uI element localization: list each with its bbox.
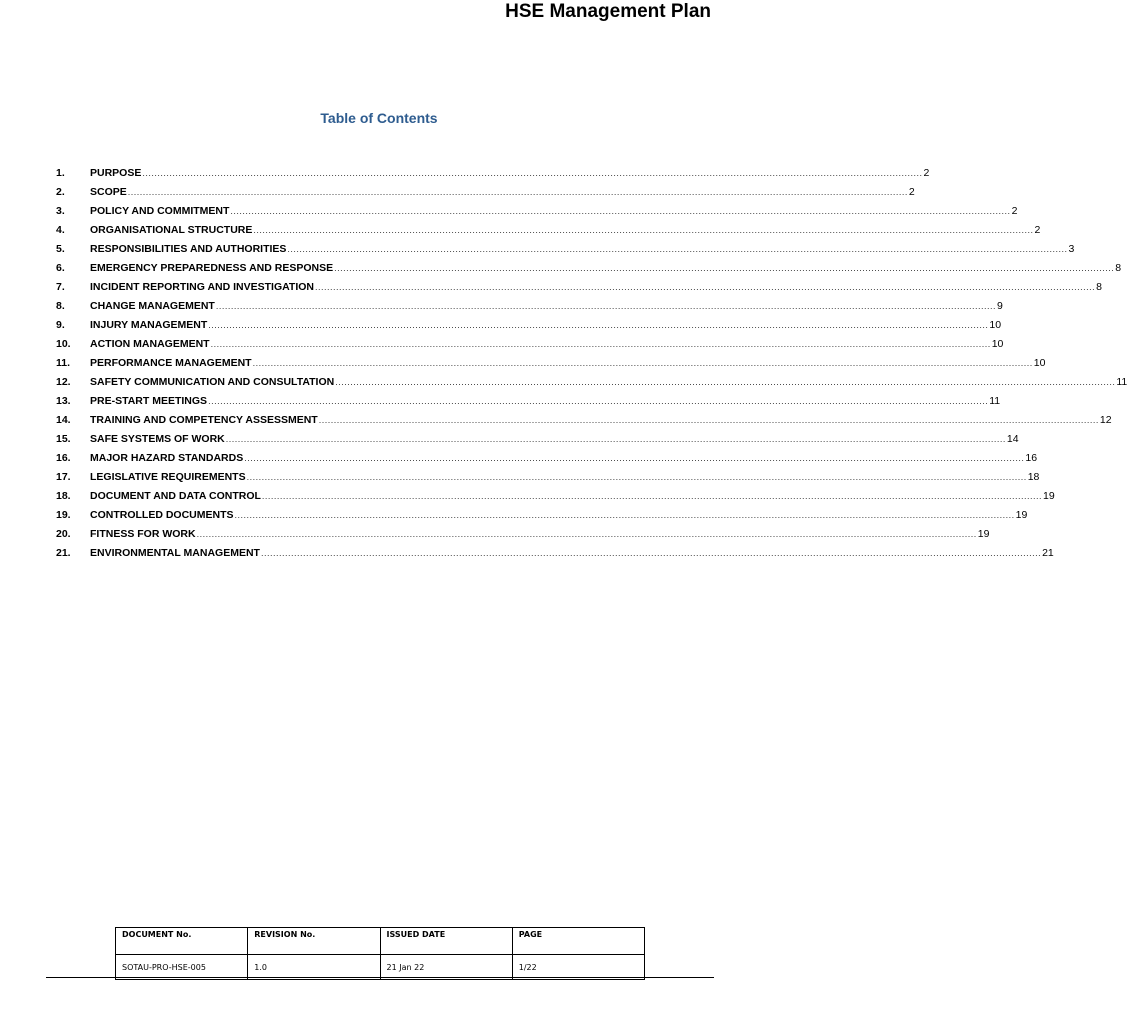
issued-date-header: ISSUED DATE [380,928,512,955]
revision-header: REVISION No. [248,928,380,955]
footer-rule [46,977,714,978]
toc-entry-number: 2. [56,186,65,198]
toc-entry-page: 16 [1025,452,1038,464]
toc-entry[interactable] [56,297,1003,316]
page-header: PAGE [512,928,644,955]
toc-entry-label: PRE-START MEETINGS [90,395,208,407]
toc-entry-label: INJURY MANAGEMENT [90,319,208,331]
toc-entry-number: 21. [56,547,71,559]
revision-value: 1.0 [248,955,380,980]
toc-entry-page: 19 [1043,490,1055,502]
toc-entry-page: 11 [989,395,1001,407]
toc-entry-number: 13. [56,395,71,407]
toc-entry-page: 8 [1096,281,1102,293]
toc-entry[interactable] [56,259,1122,278]
toc-entry-page: 2 [1034,224,1041,236]
toc-entry-number: 5. [56,243,65,255]
toc-entry-label: ORGANISATIONAL STRUCTURE [90,224,253,236]
toc-dot-leader: .................................................................................................................................................................................................................................................................... [244,453,1025,463]
toc-entry-page: 2 [1011,205,1018,217]
toc-entry-number: 14. [56,414,71,426]
toc-dot-leader: .................................................................................................................................................................................................................................................................... [246,472,1027,482]
toc-entry[interactable] [56,202,1018,221]
toc-entry-number: 1. [56,167,65,179]
toc-dot-leader: .................................................................................................................................................................................................................................................................... [335,377,1116,387]
toc-entry-page: 21 [1042,547,1054,559]
toc-entry-page: 3 [1068,243,1075,255]
toc-entry-page: 18 [1027,471,1040,483]
toc-entry-label: ACTION MANAGEMENT [90,338,210,350]
table-of-contents [56,164,1127,563]
toc-dot-leader: .................................................................................................................................................................................................................................................................... [315,282,1096,292]
toc-entry[interactable] [56,411,1112,430]
toc-entry[interactable] [56,278,1102,297]
toc-entry-page: 19 [1015,509,1028,521]
document-control-value-row [116,955,645,980]
toc-entry[interactable] [56,449,1038,468]
toc-entry-label: LEGISLATIVE REQUIREMENTS [90,471,246,483]
toc-entry-page: 11 [1116,376,1127,388]
toc-dot-leader: .................................................................................................................................................................................................................................................................... [142,168,923,178]
toc-entry-label: TRAINING AND COMPETENCY ASSESSMENT [90,414,318,426]
toc-entry-page: 2 [908,186,915,198]
toc-dot-leader: .................................................................................................................................................................................................................................................................... [234,510,1015,520]
toc-entry-label: FITNESS FOR WORK [90,528,196,540]
toc-entry-number: 19. [56,509,71,521]
toc-entry[interactable] [56,487,1055,506]
page-value: 1/22 [512,955,644,980]
toc-entry-number: 7. [56,281,65,293]
toc-dot-leader: .................................................................................................................................................................................................................................................................... [230,206,1011,216]
toc-entry-number: 6. [56,262,65,274]
toc-entry[interactable] [56,354,1046,373]
toc-entry-label: SCOPE [90,186,127,198]
toc-dot-leader: .................................................................................................................................................................................................................................................................... [253,225,1034,235]
toc-entry-page: 10 [991,338,1004,350]
toc-entry-label: DOCUMENT AND DATA CONTROL [90,490,261,502]
toc-entry[interactable] [56,430,1019,449]
toc-dot-leader: .................................................................................................................................................................................................................................................................... [318,415,1099,425]
toc-entry[interactable] [56,468,1040,487]
toc-entry-label: EMERGENCY PREPAREDNESS AND RESPONSE [90,262,334,274]
issued-date-value: 21 Jan 22 [380,955,512,980]
toc-entry-number: 8. [56,300,65,312]
toc-entry[interactable] [56,373,1127,392]
toc-entry-page: 10 [989,319,1002,331]
toc-entry-label: INCIDENT REPORTING AND INVESTIGATION [90,281,315,293]
toc-dot-leader: .................................................................................................................................................................................................................................................................... [215,301,996,311]
toc-dot-leader: .................................................................................................................................................................................................................................................................... [334,263,1115,273]
toc-entry-label: SAFETY COMMUNICATION AND CONSULTATION [90,376,335,388]
toc-entry-number: 12. [56,376,71,388]
toc-dot-leader: .................................................................................................................................................................................................................................................................... [225,434,1006,444]
toc-entry-number: 11. [56,357,71,369]
toc-entry[interactable] [56,544,1054,563]
toc-entry-number: 18. [56,490,71,502]
toc-entry[interactable] [56,164,930,183]
toc-entry[interactable] [56,506,1028,525]
toc-entry[interactable] [56,221,1041,240]
toc-dot-leader: .................................................................................................................................................................................................................................................................... [208,396,989,406]
toc-entry-label: CHANGE MANAGEMENT [90,300,215,312]
toc-entry[interactable] [56,316,1002,335]
toc-dot-leader: .................................................................................................................................................................................................................................................................... [127,187,908,197]
toc-entry-label: PERFORMANCE MANAGEMENT [90,357,252,369]
toc-entry-label: SAFE SYSTEMS OF WORK [90,433,225,445]
document-title: HSE Management Plan [505,1,711,22]
toc-entry-page: 9 [996,300,1003,312]
toc-entry-number: 10. [56,338,71,350]
toc-entry-label: CONTROLLED DOCUMENTS [90,509,234,521]
toc-entry-page: 14 [1006,433,1019,445]
toc-entry-label: ENVIRONMENTAL MANAGEMENT [90,547,260,559]
toc-entry-number: 16. [56,452,71,464]
toc-title: Table of Contents [320,110,438,126]
toc-entry-page: 10 [1033,357,1046,369]
toc-entry[interactable] [56,525,990,544]
toc-dot-leader: .................................................................................................................................................................................................................................................................... [196,529,977,539]
toc-entry-label: POLICY AND COMMITMENT [90,205,230,217]
document-control-table [115,927,645,980]
toc-entry-number: 3. [56,205,65,217]
toc-entry-page: 12 [1099,414,1112,426]
toc-entry-page: 2 [923,167,930,179]
toc-entry-label: RESPONSIBILITIES AND AUTHORITIES [90,243,287,255]
toc-entry[interactable] [56,335,1004,354]
doc-number-header: DOCUMENT No. [116,928,248,955]
toc-entry[interactable] [56,240,1075,259]
toc-entry-number: 17. [56,471,71,483]
toc-entry-number: 9. [56,319,65,331]
toc-dot-leader: .................................................................................................................................................................................................................................................................... [260,548,1042,558]
toc-entry-number: 4. [56,224,65,236]
toc-dot-leader: .................................................................................................................................................................................................................................................................... [261,491,1043,501]
toc-dot-leader: .................................................................................................................................................................................................................................................................... [252,358,1033,368]
doc-number-value: SOTAU-PRO-HSE-005 [116,955,248,980]
document-control-header-row [116,928,645,955]
toc-dot-leader: .................................................................................................................................................................................................................................................................... [208,320,989,330]
toc-entry[interactable] [56,183,915,202]
toc-entry-page: 19 [977,528,990,540]
toc-entry-label: MAJOR HAZARD STANDARDS [90,452,244,464]
toc-entry[interactable] [56,392,1001,411]
toc-dot-leader: .................................................................................................................................................................................................................................................................... [210,339,991,349]
toc-entry-page: 8 [1115,262,1122,274]
toc-entry-number: 15. [56,433,71,445]
toc-entry-number: 20. [56,528,71,540]
toc-entry-label: PURPOSE [90,167,142,179]
toc-dot-leader: .................................................................................................................................................................................................................................................................... [287,244,1068,254]
